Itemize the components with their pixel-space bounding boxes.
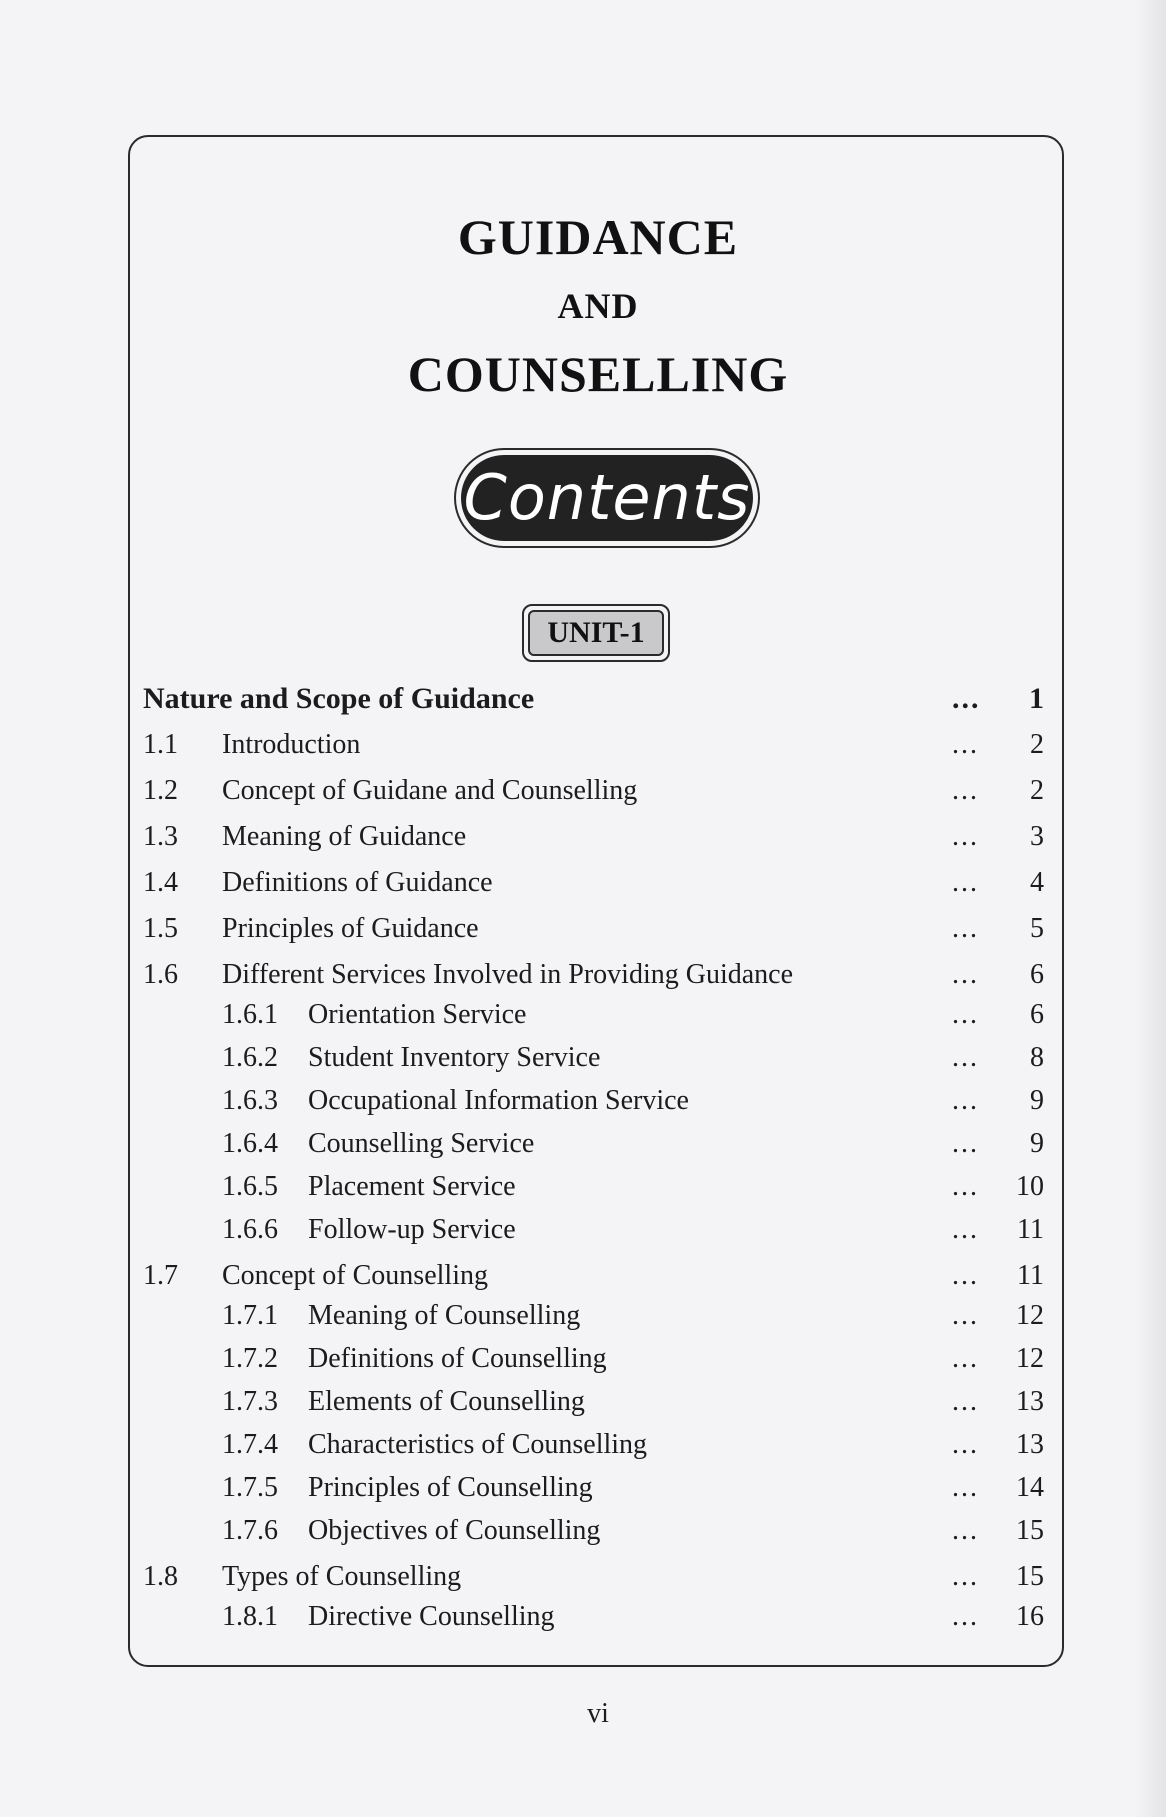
toc-entry-row[interactable] [0, 1081, 1166, 1121]
toc-page-number: 11 [1017, 1260, 1044, 1291]
toc-page-number: 2 [1030, 729, 1044, 760]
book-title-line-1: GUIDANCE [457, 209, 739, 265]
toc-entry-row[interactable] [0, 955, 1166, 995]
toc-entry-title: Concept of Guidane and Counselling [222, 775, 638, 806]
toc-entry-number: 1.3 [143, 821, 178, 852]
toc-page-number: 9 [1030, 1085, 1044, 1116]
contents-heading: Contents [463, 461, 751, 534]
toc-entry-number: 1.6.1 [222, 999, 278, 1030]
toc-leader-dots: ... [952, 1343, 979, 1374]
toc-entry-title: Student Inventory Service [308, 1042, 601, 1073]
toc-entry-number: 1.6.6 [222, 1214, 278, 1245]
toc-entry-title: Characteristics of Counselling [308, 1429, 648, 1460]
toc-entry-row[interactable] [0, 995, 1166, 1035]
toc-entry-row[interactable] [0, 1468, 1166, 1508]
toc-entry-number: 1.1 [143, 729, 178, 760]
toc-leader-dots: ... [952, 999, 979, 1030]
toc-entry-row[interactable] [0, 1296, 1166, 1336]
toc-entry-title: Principles of Counselling [308, 1472, 593, 1503]
toc-entry-title: Different Services Involved in Providing Guidance [222, 959, 794, 990]
toc-entry-row[interactable] [0, 817, 1166, 857]
toc-entry-title: Follow-up Service [308, 1214, 516, 1245]
toc-page-number: 15 [1016, 1561, 1044, 1592]
toc-entry-number: 1.7.6 [222, 1515, 278, 1546]
toc-chapter-row[interactable] [0, 679, 1166, 719]
book-title-line-3: COUNSELLING [407, 346, 789, 402]
toc-entry-row[interactable] [0, 1038, 1166, 1078]
toc-leader-dots: ... [952, 913, 979, 944]
toc-entry-number: 1.6.4 [222, 1128, 278, 1159]
toc-entry-title: Principles of Guidance [222, 913, 479, 944]
toc-entry-number: 1.6.2 [222, 1042, 278, 1073]
toc-entry-row[interactable] [0, 1124, 1166, 1164]
toc-entry-row[interactable] [0, 1597, 1166, 1637]
toc-entry-row[interactable] [0, 1256, 1166, 1296]
toc-entry-number: 1.7.4 [222, 1429, 278, 1460]
toc-entry-title: Types of Counselling [222, 1561, 462, 1592]
toc-page-number: 16 [1016, 1601, 1044, 1632]
unit-label-box [522, 604, 670, 662]
toc-entry-number: 1.7.5 [222, 1472, 278, 1503]
toc-entry-number: 1.7 [143, 1260, 178, 1291]
toc-entry-number: 1.4 [143, 867, 178, 898]
toc-entry-title: Concept of Counselling [222, 1260, 488, 1291]
toc-leader-dots: ... [952, 1386, 979, 1417]
toc-page-number: 5 [1030, 913, 1044, 944]
toc-page-number: 4 [1030, 867, 1044, 898]
contents-badge [454, 448, 760, 548]
toc-page-number: 6 [1030, 959, 1044, 990]
toc-page-number: 12 [1016, 1300, 1044, 1331]
book-title-line-2: AND [557, 286, 639, 326]
toc-page-number: 11 [1017, 1214, 1044, 1245]
toc-page-number: 3 [1030, 821, 1044, 852]
toc-leader-dots: ... [952, 1300, 979, 1331]
toc-leader-dots: ... [952, 1260, 979, 1291]
toc-entry-title: Definitions of Counselling [308, 1343, 607, 1374]
toc-entry-row[interactable] [0, 863, 1166, 903]
toc-page-number: 12 [1016, 1343, 1044, 1374]
toc-page-number: 13 [1016, 1429, 1044, 1460]
toc-leader-dots: ... [952, 1085, 979, 1116]
toc-entry-number: 1.6 [143, 959, 178, 990]
toc-entry-row[interactable] [0, 1511, 1166, 1551]
toc-page-number: 15 [1016, 1515, 1044, 1546]
toc-entry-row[interactable] [0, 1557, 1166, 1597]
toc-page-number: 13 [1016, 1386, 1044, 1417]
toc-entry-title: Occupational Information Service [308, 1085, 689, 1116]
toc-entry-number: 1.7.2 [222, 1343, 278, 1374]
toc-leader-dots: ... [952, 1171, 979, 1202]
toc-page-number: 2 [1030, 775, 1044, 806]
unit-label: UNIT-1 [528, 610, 664, 656]
toc-page-number: 10 [1016, 1171, 1044, 1202]
toc-leader-dots: ... [952, 1429, 979, 1460]
toc-leader-dots: ... [952, 775, 979, 806]
toc-entry-title: Orientation Service [308, 999, 527, 1030]
toc-entry-row[interactable] [0, 1339, 1166, 1379]
toc-leader-dots: ... [952, 1128, 979, 1159]
toc-entry-number: 1.6.3 [222, 1085, 278, 1116]
toc-entry-row[interactable] [0, 909, 1166, 949]
toc-entry-title: Meaning of Guidance [222, 821, 467, 852]
toc-entry-row[interactable] [0, 1425, 1166, 1465]
toc-leader-dots: ... [952, 1042, 979, 1073]
toc-entry-row[interactable] [0, 1382, 1166, 1422]
toc-leader-dots: ... [952, 959, 979, 990]
toc-entry-row[interactable] [0, 771, 1166, 811]
toc-entry-number: 1.7.1 [222, 1300, 278, 1331]
toc-entry-title: Definitions of Guidance [222, 867, 493, 898]
toc-chapter-title: Nature and Scope of Guidance [143, 682, 535, 715]
toc-leader-dots: ... [952, 682, 981, 715]
toc-entry-title: Placement Service [308, 1171, 516, 1202]
toc-entry-title: Introduction [222, 729, 361, 760]
toc-leader-dots: ... [952, 867, 979, 898]
toc-entry-title: Directive Counselling [308, 1601, 555, 1632]
toc-leader-dots: ... [952, 1472, 979, 1503]
toc-leader-dots: ... [952, 1561, 979, 1592]
toc-leader-dots: ... [952, 729, 979, 760]
toc-page-number: 14 [1016, 1472, 1044, 1503]
toc-entry-row[interactable] [0, 1210, 1166, 1250]
page-number-footer: vi [587, 1698, 609, 1729]
toc-page-number: 6 [1030, 999, 1044, 1030]
toc-page-number: 8 [1030, 1042, 1044, 1073]
toc-entry-title: Meaning of Counselling [308, 1300, 581, 1331]
toc-page-number: 1 [1029, 682, 1044, 715]
toc-entry-title: Elements of Counselling [308, 1386, 585, 1417]
toc-entry-number: 1.2 [143, 775, 178, 806]
toc-entry-number: 1.8.1 [222, 1601, 278, 1632]
contents-badge-fill [461, 455, 753, 541]
toc-leader-dots: ... [952, 821, 979, 852]
toc-entry-title: Objectives of Counselling [308, 1515, 601, 1546]
toc-entry-number: 1.5 [143, 913, 178, 944]
toc-leader-dots: ... [952, 1214, 979, 1245]
toc-entry-title: Counselling Service [308, 1128, 535, 1159]
toc-entry-number: 1.6.5 [222, 1171, 278, 1202]
toc-page-number: 9 [1030, 1128, 1044, 1159]
toc-entry-row[interactable] [0, 725, 1166, 765]
toc-entry-row[interactable] [0, 1167, 1166, 1207]
toc-entry-number: 1.8 [143, 1561, 178, 1592]
toc-leader-dots: ... [952, 1601, 979, 1632]
toc-entry-number: 1.7.3 [222, 1386, 278, 1417]
toc-leader-dots: ... [952, 1515, 979, 1546]
